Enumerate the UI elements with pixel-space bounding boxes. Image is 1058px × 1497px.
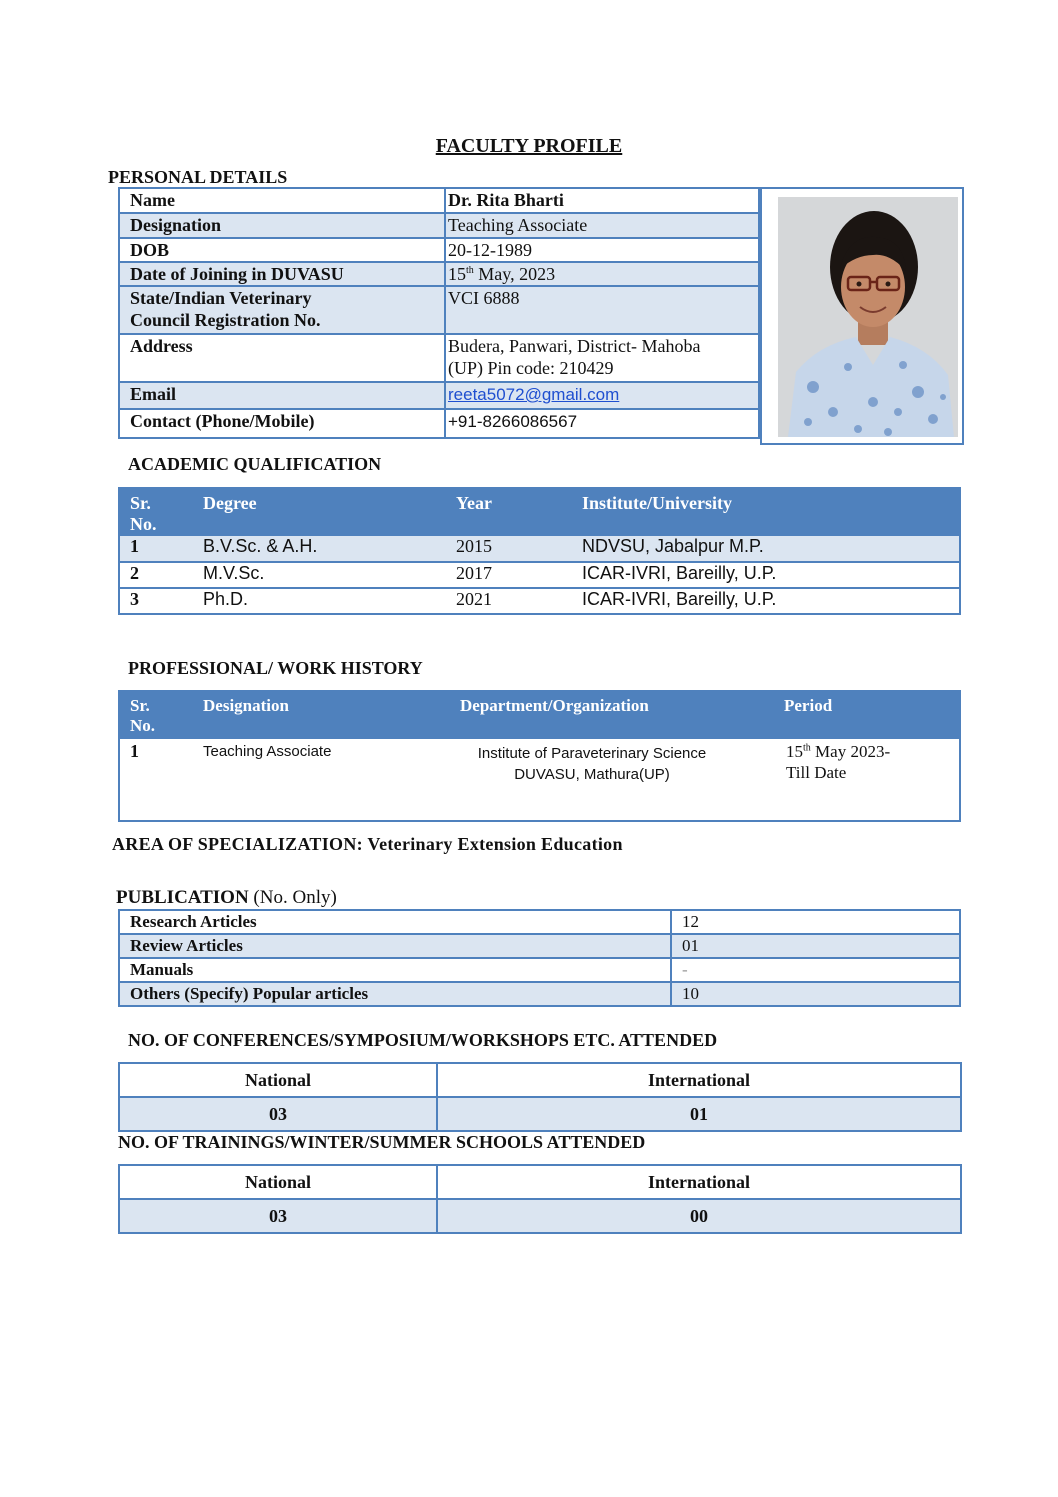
doj-label: Date of Joining in DUVASU (119, 262, 445, 286)
national-count: 03 (119, 1199, 437, 1233)
international-count: 01 (437, 1097, 961, 1131)
degree-cell: B.V.Sc. & A.H. (193, 536, 446, 562)
sr-header-line-2: No. (130, 716, 156, 735)
personal-details-table (118, 187, 760, 439)
contact-value (445, 409, 759, 438)
profile-photo-illustration (778, 197, 958, 437)
email-link[interactable]: reeta5072@gmail.com (448, 385, 620, 404)
table-header-row (119, 1063, 961, 1097)
table-row (119, 910, 960, 934)
registration-value: VCI 6888 (445, 286, 759, 334)
table-row (119, 238, 759, 262)
designation-label: Designation (119, 213, 445, 238)
department-line-2: DUVASU, Mathura(UP) (514, 766, 670, 783)
publication-value: 01 (671, 934, 960, 958)
name-label: Name (119, 188, 445, 213)
table-row (119, 188, 759, 213)
table-row (119, 382, 759, 409)
publication-label: Review Articles (119, 934, 671, 958)
institute-cell: NDVSU, Jabalpur M.P. (572, 536, 960, 562)
sr-cell: 1 (119, 739, 193, 821)
doj-rest: May, 2023 (473, 264, 556, 284)
publication-label: Research Articles (119, 910, 671, 934)
international-header: International (437, 1165, 961, 1199)
table-row (119, 958, 960, 982)
doj-suffix: th (466, 265, 474, 276)
year-header: Year (446, 488, 572, 536)
table-row (119, 562, 960, 588)
sr-no-header (119, 691, 193, 739)
period-line-1 (786, 741, 959, 762)
national-count: 03 (119, 1097, 437, 1131)
sr-cell: 2 (119, 562, 193, 588)
contact-number: +91-8266086567 (448, 412, 578, 431)
specialization-value: Veterinary Extension Education (367, 834, 623, 854)
sr-no-header (119, 488, 193, 536)
table-row (119, 334, 759, 382)
registration-label (119, 286, 445, 334)
name-value: Dr. Rita Bharti (445, 188, 759, 213)
period-day: 15 (786, 742, 803, 761)
table-row (119, 1199, 961, 1233)
publication-heading-bold: PUBLICATION (116, 887, 249, 908)
address-line-1: Budera, Panwari, District- Mahoba (448, 336, 701, 356)
year-cell: 2017 (446, 562, 572, 588)
sr-header-line-1: Sr. (130, 493, 151, 513)
table-row (119, 262, 759, 286)
publication-value: - (671, 958, 960, 982)
photo-frame (760, 187, 964, 445)
specialization-label: AREA OF SPECIALIZATION: (112, 834, 363, 854)
doj-day: 15 (448, 264, 466, 284)
academic-heading: ACADEMIC QUALIFICATION (128, 454, 382, 474)
personal-details-heading: PERSONAL DETAILS (108, 167, 288, 187)
department-line-1: Institute of Paraveterinary Science (477, 745, 707, 762)
registration-label-line-1: State/Indian Veterinary (130, 288, 312, 308)
contact-label: Contact (Phone/Mobile) (119, 409, 445, 438)
designation-value: Teaching Associate (445, 213, 759, 238)
conferences-heading: NO. OF CONFERENCES/SYMPOSIUM/WORKSHOPS ETC. ATTENDED (128, 1030, 718, 1050)
academic-table (118, 487, 961, 615)
sr-header-line-1: Sr. (130, 696, 150, 715)
degree-cell: Ph.D. (193, 588, 446, 614)
period-rest: May 2023- (810, 742, 891, 761)
address-line-2: (UP) Pin code: 210429 (448, 358, 614, 378)
table-row (119, 588, 960, 614)
institute-cell: ICAR-IVRI, Bareilly, U.P. (572, 588, 960, 614)
profile-photo (778, 197, 958, 437)
publication-value: 10 (671, 982, 960, 1006)
designation-cell: Teaching Associate (193, 739, 450, 821)
designation-header: Designation (193, 691, 450, 739)
institute-cell: ICAR-IVRI, Bareilly, U.P. (572, 562, 960, 588)
period-header: Period (774, 691, 960, 739)
work-history-heading: PROFESSIONAL/ WORK HISTORY (128, 658, 423, 678)
institute-header: Institute/University (572, 488, 960, 536)
international-header: International (437, 1063, 961, 1097)
address-value (445, 334, 759, 382)
registration-label-line-2: Council Registration No. (130, 310, 321, 330)
publication-label: Others (Specify) Popular articles (119, 982, 671, 1006)
year-cell: 2015 (446, 536, 572, 562)
dob-label: DOB (119, 238, 445, 262)
sr-cell: 1 (119, 536, 193, 562)
work-history-table (118, 690, 961, 822)
doj-value (445, 262, 759, 286)
publication-heading-rest: (No. Only) (248, 887, 337, 908)
period-line-2: Till Date (786, 763, 847, 782)
sr-header-line-2: No. (130, 514, 157, 534)
table-row (119, 934, 960, 958)
address-label: Address (119, 334, 445, 382)
conferences-table (118, 1062, 962, 1132)
table-row (119, 536, 960, 562)
degree-cell: M.V.Sc. (193, 562, 446, 588)
national-header: National (119, 1063, 437, 1097)
email-label: Email (119, 382, 445, 409)
table-row (119, 739, 960, 821)
table-header-row (119, 1165, 961, 1199)
trainings-heading: NO. OF TRAININGS/WINTER/SUMMER SCHOOLS ATTENDED (118, 1132, 646, 1152)
period-cell (774, 739, 960, 821)
international-count: 00 (437, 1199, 961, 1233)
table-row (119, 213, 759, 238)
period-suffix: th (803, 742, 811, 754)
sr-cell: 3 (119, 588, 193, 614)
table-row (119, 409, 759, 438)
publication-heading (116, 887, 337, 909)
table-row (119, 1097, 961, 1131)
publication-value: 12 (671, 910, 960, 934)
email-cell (445, 382, 759, 409)
department-header: Department/Organization (450, 691, 774, 739)
table-row (119, 982, 960, 1006)
table-header-row (119, 488, 960, 536)
publication-label: Manuals (119, 958, 671, 982)
degree-header: Degree (193, 488, 446, 536)
department-cell (450, 739, 774, 821)
table-row (119, 286, 759, 334)
specialization-line (112, 834, 623, 855)
dob-value: 20-12-1989 (445, 238, 759, 262)
trainings-table (118, 1164, 962, 1234)
year-cell: 2021 (446, 588, 572, 614)
national-header: National (119, 1165, 437, 1199)
page-title: FACULTY PROFILE (435, 135, 623, 157)
publication-table (118, 909, 961, 1007)
table-header-row (119, 691, 960, 739)
